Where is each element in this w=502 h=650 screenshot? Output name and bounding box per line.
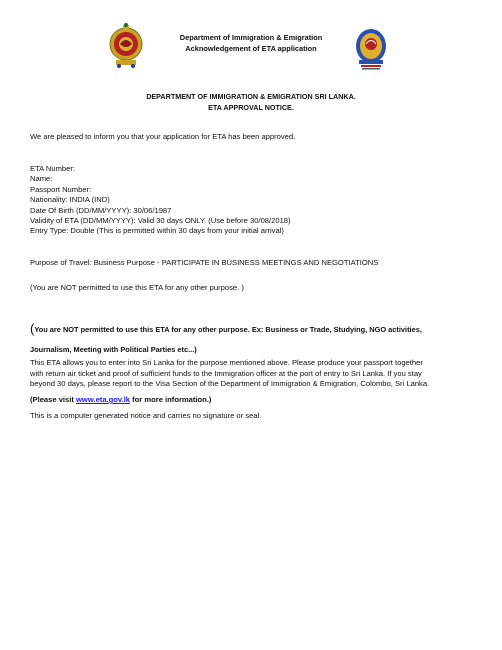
- eta-details: [30, 164, 291, 237]
- body-line-3: beyond 30 days, please report to the Visa Section of the Department of Immigration & Emigration, Colombo, Sri Lanka.: [30, 379, 430, 389]
- notice-title: [0, 92, 502, 113]
- warning-text-1: You are NOT permitted to use this ETA for any other purpose. Ex: Business or Trade, Studying, NGO activities,: [34, 325, 422, 334]
- detail-date-of-birth: Date Of Birth (DD/MM/YYYY): 30/06/1987: [30, 205, 172, 215]
- body-line-1: This ETA allows you to enter into Sri Lanka for the purpose mentioned above. Please produce your passport together: [30, 358, 423, 367]
- title-line-2: ETA APPROVAL NOTICE.: [208, 102, 294, 112]
- detail-nationality: Nationality: INDIA (IND): [30, 195, 110, 205]
- detail-name: Name:: [30, 174, 53, 184]
- warning-open-paren: (: [30, 321, 35, 336]
- header-department: Department of Immigration & Emigration: [179, 33, 323, 42]
- visit-suffix: for more information.): [130, 395, 212, 404]
- detail-eta-number: ETA Number:: [30, 164, 76, 173]
- warning-line-2: Journalism, Meeting with Political Parties etc...): [30, 345, 197, 354]
- visit-prefix: (Please visit: [30, 395, 77, 404]
- header-subtitle: Acknowledgement of ETA application: [185, 43, 317, 53]
- body-line-2: with return air ticket and proof of sufficient funds to the Immigration officer at the port of entry to Sri Lanka. If you stay: [30, 368, 422, 378]
- title-line-1: DEPARTMENT OF IMMIGRATION & EMIGRATION SRI LANKA.: [146, 92, 356, 101]
- computer-generated-note: This is a computer generated notice and carries no signature or seal.: [30, 411, 262, 420]
- header-block: [0, 33, 502, 54]
- restriction-note: (You are NOT permitted to use this ETA for any other purpose. ): [30, 283, 244, 292]
- visit-website-note: [30, 395, 211, 405]
- warning-line-1: [30, 321, 422, 336]
- notice-body: [30, 358, 429, 390]
- detail-entry-type: Entry Type: Double (This is permitted within 30 days from your initial arrival): [30, 226, 284, 236]
- eta-website-link[interactable]: www.eta.gov.lk: [76, 395, 131, 404]
- purpose-of-travel: Purpose of Travel: Business Purpose - PARTICIPATE IN BUSINESS MEETINGS AND NEGOTIATIONS: [30, 258, 379, 267]
- detail-passport-number: Passport Number:: [30, 184, 92, 194]
- intro-text: We are pleased to inform you that your application for ETA has been approved.: [30, 132, 296, 141]
- detail-validity: Validity of ETA (DD/MM/YYYY): Valid 30 days ONLY. (Use before 30/08/2018): [30, 216, 291, 226]
